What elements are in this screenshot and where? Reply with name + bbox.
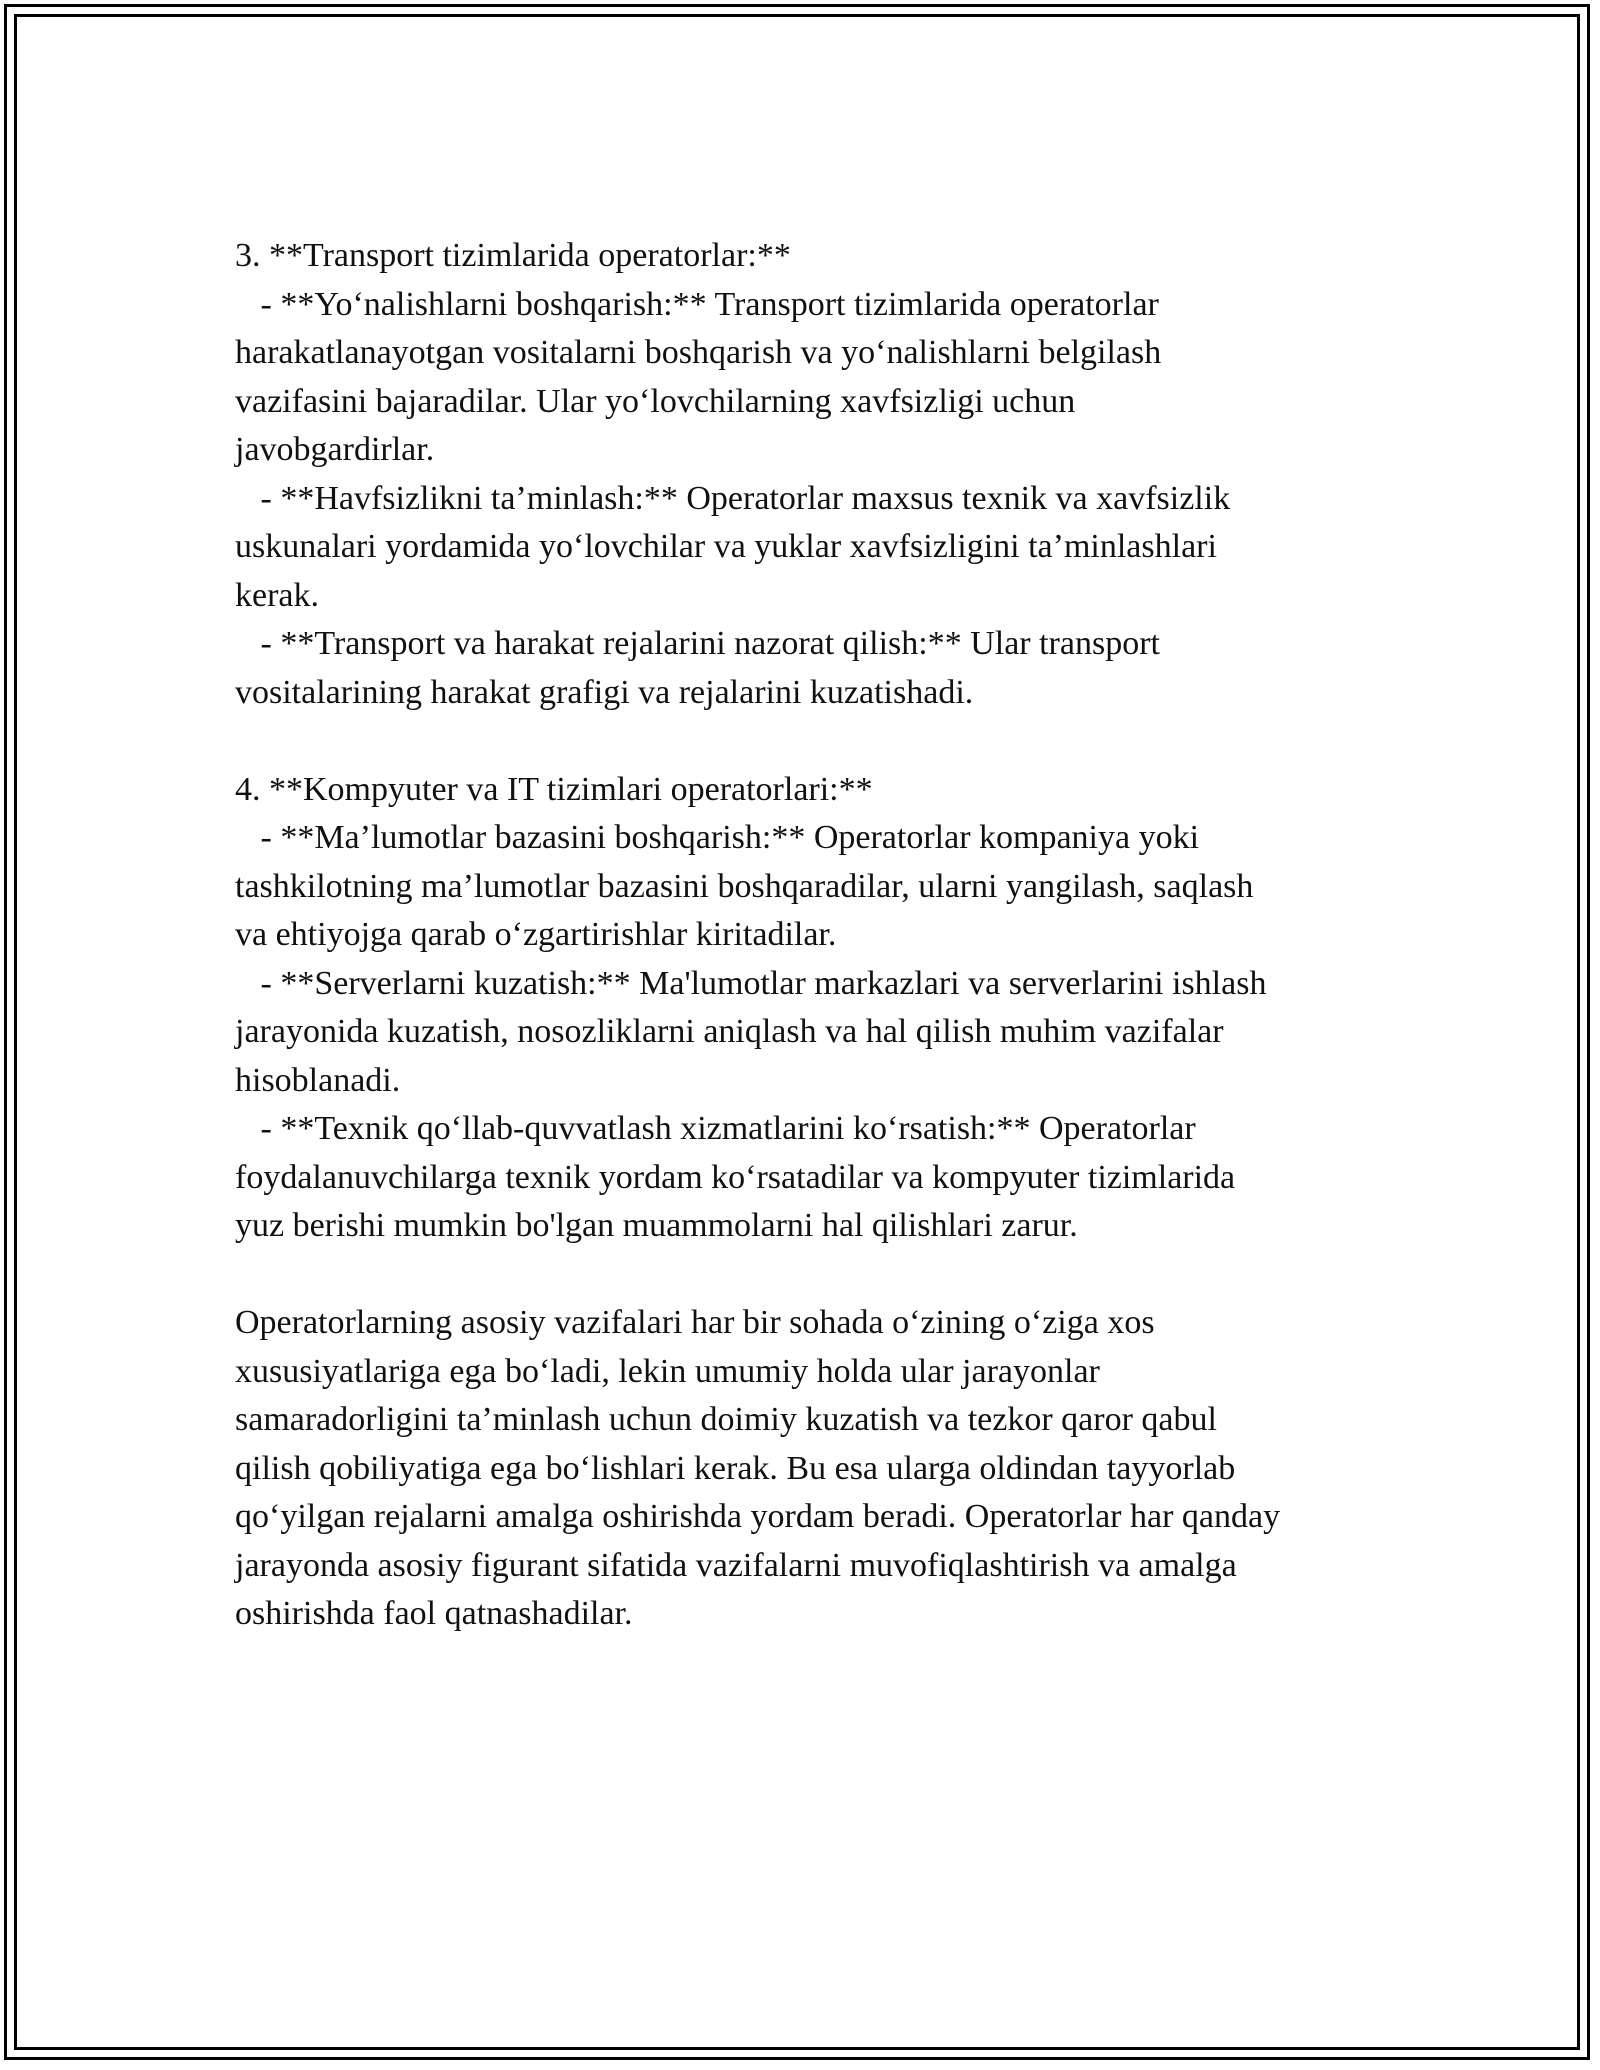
text-line: foydalanuvchilarga texnik yordam ko‘rsatadilar va kompyuter tizimlarida — [235, 1158, 1236, 1196]
text-line: samaradorligini ta’minlash uchun doimiy kuzatish va tezkor qaror qabul — [235, 1401, 1217, 1438]
list-item — [235, 281, 1385, 475]
text-line: vazifasini bajaradilar. Ular yo‘lovchilarning xavfsizligi uchun — [235, 382, 1076, 420]
text-line: Operatorlarning asosiy vazifalari har bir sohada o‘zining o‘ziga xos — [235, 1304, 1155, 1341]
list-item — [235, 1105, 1385, 1251]
list-item — [235, 814, 1385, 960]
text-line: vositalarining harakat grafigi va rejalarini kuzatishadi. — [235, 673, 974, 711]
text-line: - **Transport va harakat rejalarini nazorat qilish:** Ular transport — [235, 625, 1160, 662]
text-line: - **Yo‘nalishlarni boshqarish:** Transport tizimlarida operatorlar — [235, 285, 1159, 323]
list-item — [235, 960, 1385, 1106]
section-transport — [235, 232, 1385, 717]
text-line: - **Serverlarni kuzatish:** Ma'lumotlar markazlari va serverlarini ishlash — [235, 964, 1267, 1002]
section-it-operators — [235, 766, 1385, 1251]
text-line: - **Havfsizlikni ta’minlash:** Operatorlar maxsus texnik va xavfsizlik — [235, 479, 1231, 517]
text-line: - **Ma’lumotlar bazasini boshqarish:** Operatorlar kompaniya yoki — [235, 819, 1200, 856]
text-line: kerak. — [235, 576, 320, 614]
section-heading: 3. **Transport tizimlarida operatorlar:** — [235, 237, 791, 274]
text-line: qilish qobiliyatiga ega bo‘lishlari kerak. Bu esa ularga oldindan tayyorlab — [235, 1449, 1236, 1487]
list-item — [235, 475, 1385, 621]
text-line: xususiyatlariga ega bo‘ladi, lekin umumiy holda ular jarayonlar — [235, 1352, 1100, 1390]
text-line: tashkilotning ma’lumotlar bazasini boshqaradilar, ularni yangilash, saqlash — [235, 867, 1254, 905]
text-line: hisoblanadi. — [235, 1061, 401, 1099]
text-line: yuz berishi mumkin bo'lgan muammolarni hal qilishlari zarur. — [235, 1207, 1078, 1244]
text-line: qo‘yilgan rejalarni amalga oshirishda yordam beradi. Operatorlar har qanday — [235, 1498, 1281, 1535]
document-body — [235, 232, 1385, 1639]
text-line: uskunalari yordamida yo‘lovchilar va yuklar xavfsizligini ta’minlashlari — [235, 528, 1217, 565]
text-line: va ehtiyojga qarab o‘zgartirishlar kiritadilar. — [235, 916, 837, 953]
text-line: jarayonda asosiy figurant sifatida vazifalarni muvofiqlashtirish va amalga — [235, 1546, 1237, 1584]
text-line: - **Texnik qo‘llab-quvvatlash xizmatlarini ko‘rsatish:** Operatorlar — [235, 1110, 1196, 1147]
text-line: javobgardirlar. — [235, 431, 435, 468]
conclusion-paragraph — [235, 1299, 1385, 1639]
section-heading: 4. **Kompyuter va IT tizimlari operatorlari:** — [235, 770, 873, 808]
text-line: harakatlanayotgan vositalarni boshqarish va yo‘nalishlarni belgilash — [235, 334, 1162, 371]
text-line: oshirishda faol qatnashadilar. — [235, 1595, 633, 1632]
text-line: jarayonida kuzatish, nosozliklarni aniqlash va hal qilish muhim vazifalar — [235, 1013, 1224, 1050]
list-item — [235, 620, 1385, 717]
